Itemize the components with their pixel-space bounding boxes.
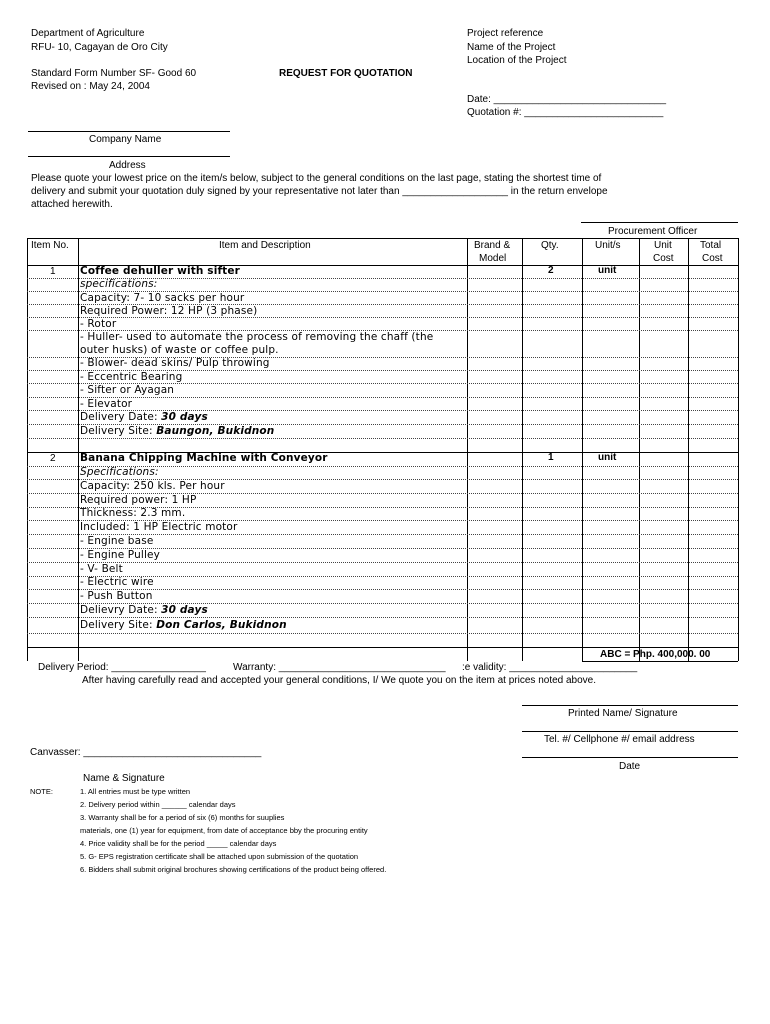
table-top-border	[27, 238, 738, 239]
row-separator	[27, 617, 738, 618]
date-field[interactable]: Date: _______________________________	[467, 94, 667, 105]
delivery-date-line	[80, 411, 208, 423]
note-item: 5. G- EPS registration certificate shall be attached upon submission of the quotation	[80, 852, 359, 861]
spec-line: - Push Button	[80, 590, 153, 602]
procurement-officer-label: Procurement Officer	[608, 226, 698, 237]
header-total-cost: Total	[700, 240, 722, 251]
row-separator	[27, 633, 738, 634]
item-unit: unit	[598, 265, 617, 276]
delivery-period-field[interactable]: Delivery Period: _________________	[38, 662, 206, 673]
table-bottom-border	[27, 647, 738, 648]
table-divider	[639, 238, 640, 661]
warranty-field[interactable]: Warranty: ______________________________	[233, 662, 446, 673]
header-model: Model	[479, 253, 507, 264]
spec-line: - V- Belt	[80, 563, 123, 575]
revised-date: Revised on : May 24, 2004	[31, 81, 150, 92]
table-divider	[78, 238, 79, 661]
delivery-date-label: Delievry Date:	[80, 604, 158, 616]
spec-line: - Elevator	[80, 398, 133, 410]
delivery-site-value: Baungon, Bukidnon	[156, 425, 275, 437]
header-brand: Brand &	[474, 240, 511, 251]
abc-cell-border	[738, 647, 739, 661]
department-name: Department of Agriculture	[31, 28, 145, 39]
company-name-label: Company Name	[89, 134, 162, 145]
row-separator	[27, 424, 738, 425]
project-reference: Project reference	[467, 28, 544, 39]
row-separator	[27, 291, 738, 292]
spec-line: - Engine Pulley	[80, 549, 161, 561]
spec-line: Capacity: 7- 10 sacks per hour	[80, 292, 245, 304]
procurement-officer-line	[581, 222, 738, 223]
item-unit: unit	[598, 452, 617, 463]
row-separator	[27, 534, 738, 535]
row-separator	[27, 603, 738, 604]
row-separator	[27, 357, 738, 358]
row-separator	[27, 507, 738, 508]
delivery-site-label: Delivery Site:	[80, 425, 153, 437]
item-name: Banana Chipping Machine with Conveyor	[80, 452, 328, 464]
company-name-line	[28, 131, 230, 132]
row-separator	[27, 479, 738, 480]
spec-line: - Rotor	[80, 318, 117, 330]
instruction-line-1: Please quote your lowest price on the item/s below, subject to the general conditions on the last page, stating the shortest time of	[31, 173, 602, 184]
delivery-site-line	[80, 425, 274, 437]
tel-label: Tel. #/ Cellphone #/ email address	[544, 734, 695, 745]
delivery-date-value: 30 days	[161, 604, 208, 616]
delivery-site-label: Delivery Site:	[80, 619, 153, 631]
header-unit-cost: Unit	[654, 240, 672, 251]
spec-line: specifications:	[80, 278, 158, 290]
header-description: Item and Description	[219, 240, 311, 251]
row-separator	[27, 493, 738, 494]
spec-line: Specifications:	[80, 466, 159, 478]
note-item: 2. Delivery period within ______ calendar days	[80, 800, 236, 809]
note-item: 3. Warranty shall be for a period of six (6) months for suuplies	[80, 813, 285, 822]
row-separator	[27, 562, 738, 563]
date-label: Date	[619, 761, 641, 772]
spec-line: - Engine base	[80, 535, 154, 547]
table-border-left	[27, 238, 28, 661]
row-separator	[27, 383, 738, 384]
row-separator	[27, 438, 738, 439]
page-title: REQUEST FOR QUOTATION	[279, 68, 413, 79]
project-name: Name of the Project	[467, 42, 556, 53]
header-total-cost-2: Cost	[702, 253, 723, 264]
item-name: Coffee dehuller with sifter	[80, 265, 240, 277]
spec-line: Capacity: 250 kls. Per hour	[80, 480, 225, 492]
project-location: Location of the Project	[467, 55, 567, 66]
printed-name-line	[522, 705, 738, 706]
table-border-right	[738, 238, 739, 661]
abc-amount: ABC = Php. 400,000. 00	[600, 649, 711, 660]
instruction-line-2: delivery and submit your quotation duly signed by your representative not later than ___________________ in the return envelope	[31, 186, 608, 197]
table-divider	[688, 238, 689, 661]
row-separator	[27, 278, 738, 279]
date-line	[522, 757, 738, 758]
form-number: Standard Form Number SF- Good 60	[31, 68, 197, 79]
spec-line: Included: 1 HP Electric motor	[80, 521, 238, 533]
delivery-site-value: Don Carlos, Bukidnon	[156, 619, 287, 631]
office-name: RFU- 10, Cagayan de Oro City	[31, 42, 168, 53]
instruction-line-3: attached herewith.	[31, 199, 113, 210]
delivery-date-label: Delivery Date:	[80, 411, 158, 423]
spec-line: outer husks) of waste or coffee pulp.	[80, 344, 279, 356]
price-validity-field[interactable]: :e validity: _______________________	[462, 662, 638, 673]
acceptance-statement: After having carefully read and accepted your general conditions, I/ We quote you on the item at prices noted above.	[82, 675, 597, 686]
canvasser-field[interactable]: Canvasser: ________________________________	[30, 747, 262, 758]
note-item: materials, one (1) year for equipment, from date of acceptance bby the procuring entity	[80, 826, 368, 835]
table-divider	[467, 238, 468, 661]
name-signature-label: Name & Signature	[83, 773, 165, 784]
header-qty: Qty.	[541, 240, 559, 251]
row-separator	[27, 304, 738, 305]
note-item: 4. Price validity shall be for the period _____ calendar days	[80, 839, 277, 848]
spec-line: - Eccentric Bearing	[80, 371, 183, 383]
row-separator	[27, 520, 738, 521]
header-unit-cost-2: Cost	[653, 253, 674, 264]
spec-line: Thickness: 2.3 mm.	[80, 507, 186, 519]
row-separator	[27, 370, 738, 371]
printed-name-label: Printed Name/ Signature	[568, 708, 678, 719]
delivery-date-value: 30 days	[161, 411, 208, 423]
quotation-number-field[interactable]: Quotation #: _________________________	[467, 107, 664, 118]
note-item: 1. All entries must be type written	[80, 787, 191, 796]
item-qty: 1	[548, 452, 554, 463]
row-separator	[27, 548, 738, 549]
abc-cell-border	[582, 647, 583, 661]
spec-line: - Huller- used to automate the process of removing the chaff (the	[80, 331, 434, 343]
table-divider	[582, 238, 583, 661]
item-number: 2	[50, 453, 56, 464]
spec-line: Required Power: 12 HP (3 phase)	[80, 305, 258, 317]
row-separator	[27, 410, 738, 411]
address-line	[28, 156, 230, 157]
table-divider	[522, 238, 523, 661]
delivery-site-line	[80, 619, 287, 631]
row-separator	[27, 589, 738, 590]
item-number: 1	[50, 266, 56, 277]
note-item: 6. Bidders shall submit original brochures showing certifications of the product being offered.	[80, 865, 387, 874]
spec-line: Required power: 1 HP	[80, 494, 197, 506]
note-label: NOTE:	[30, 787, 53, 796]
spec-line: - Blower- dead skins/ Pulp throwing	[80, 357, 270, 369]
header-units: Unit/s	[595, 240, 621, 251]
tel-line	[522, 731, 738, 732]
row-separator	[27, 330, 738, 331]
delivery-date-line	[80, 604, 208, 616]
row-separator	[27, 317, 738, 318]
address-label: Address	[109, 160, 146, 171]
row-separator	[27, 576, 738, 577]
row-separator	[27, 466, 738, 467]
spec-line: - Sifter or Ayagan	[80, 384, 175, 396]
spec-line: - Electric wire	[80, 576, 154, 588]
header-item-no: Item No.	[31, 240, 69, 251]
row-separator	[27, 397, 738, 398]
item-qty: 2	[548, 265, 554, 276]
